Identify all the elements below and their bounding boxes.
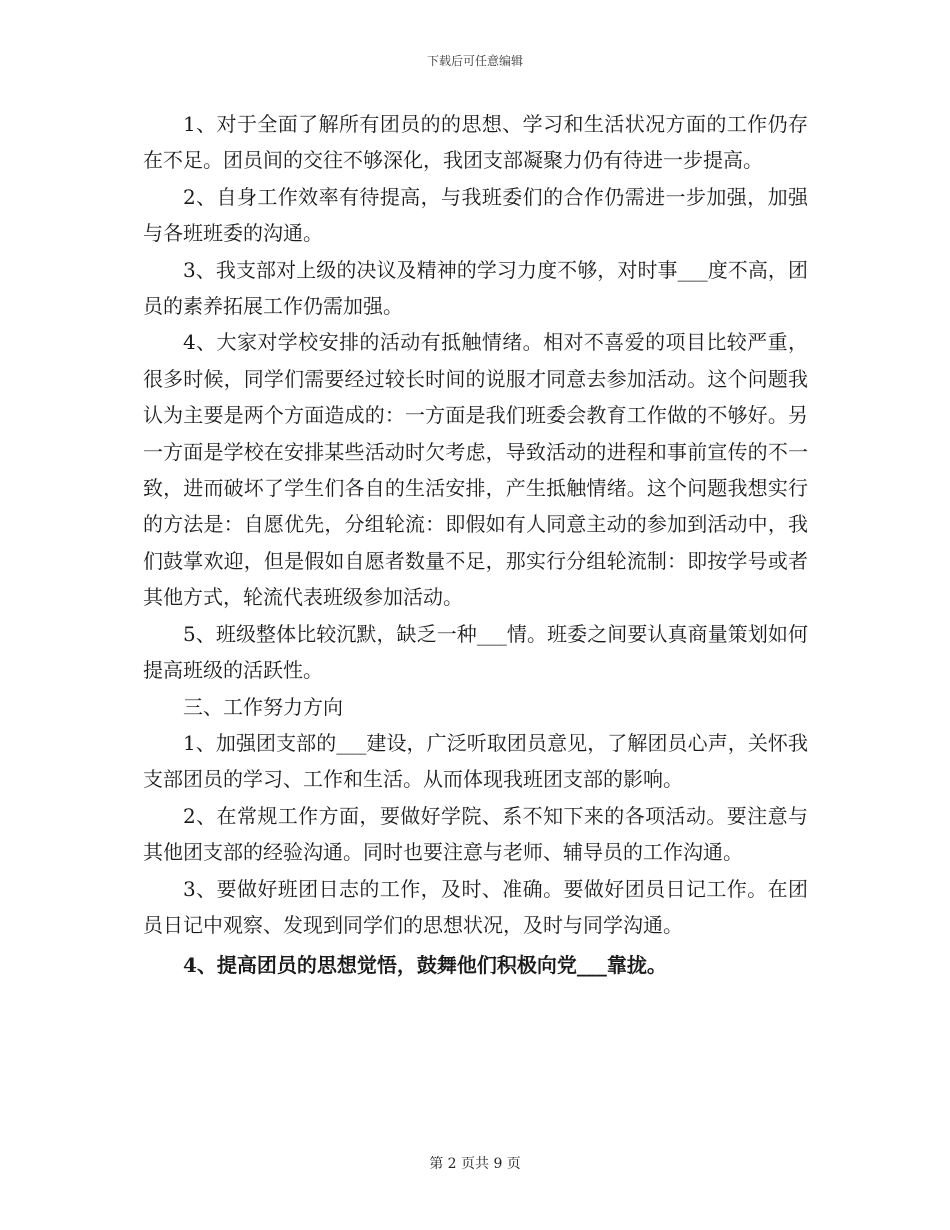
paragraph-problem-3: 3、我支部对上级的决议及精神的学习力度不够，对时事___度不高，团员的素养拓展工作仍需加强。: [143, 257, 808, 319]
page-number: 第 2 页共 9 页: [429, 1156, 521, 1172]
paragraph-direction-2: 2、在常规工作方面，要做好学院、系不知下来的各项活动。要注意与其他团支部的经验沟通。同时也要注意与老师、辅导员的工作沟通。: [143, 803, 808, 865]
section-heading: 三、工作努力方向: [183, 694, 343, 719]
paragraph-problem-2: 2、自身工作效率有待提高，与我班委们的合作仍需进一步加强，加强与各班班委的沟通。: [143, 184, 808, 246]
page-header: 下载后可任意编辑: [426, 54, 523, 68]
document-body: [143, 106, 808, 984]
paragraph-problem-5: 5、班级整体比较沉默，缺乏一种___情。班委之间要认真商量策划如何提高班级的活跃性。: [143, 621, 808, 683]
paragraph-problem-4: 4、大家对学校安排的活动有抵触情绪。相对不喜爱的项目比较严重，很多时候，同学们需要经过较长时间的说服才同意去参加活动。这个问题我认为主要是两个方面造成的：一方面是我们班委会教育工作做的不够好。另一方面是学校在安排某些活动时欠考虑，导致活动的进程和事前宣传的不一致，进而破坏了学生们各自的生活安排，产生抵触情绪。这个问题我想实行的方法是：自愿优先，分组轮流：即假如有人同意主动的参加到活动中，我们鼓掌欢迎，但是假如自愿者数量不足，那实行分组轮流制：即按学号或者其他方式，轮流代表班级参加活动。: [143, 330, 808, 610]
paragraph-problem-1: 1、对于全面了解所有团员的的思想、学习和生活状况方面的工作仍存在不足。团员间的交往不够深化，我团支部凝聚力仍有待进一步提高。: [143, 112, 808, 173]
paragraph-direction-3: 3、要做好班团日志的工作，及时、准确。要做好团员日记工作。在团员日记中观察、发现到同学们的思想状况，及时与同学沟通。: [143, 876, 808, 937]
paragraph-direction-4: 4、提高团员的思想觉悟，鼓舞他们积极向党___靠拢。: [183, 953, 667, 978]
paragraph-direction-1: 1、加强团支部的___建设，广泛听取团员意见，了解团员心声，关怀我支部团员的学习、工作和生活。从而体现我班团支部的影响。: [143, 730, 808, 792]
